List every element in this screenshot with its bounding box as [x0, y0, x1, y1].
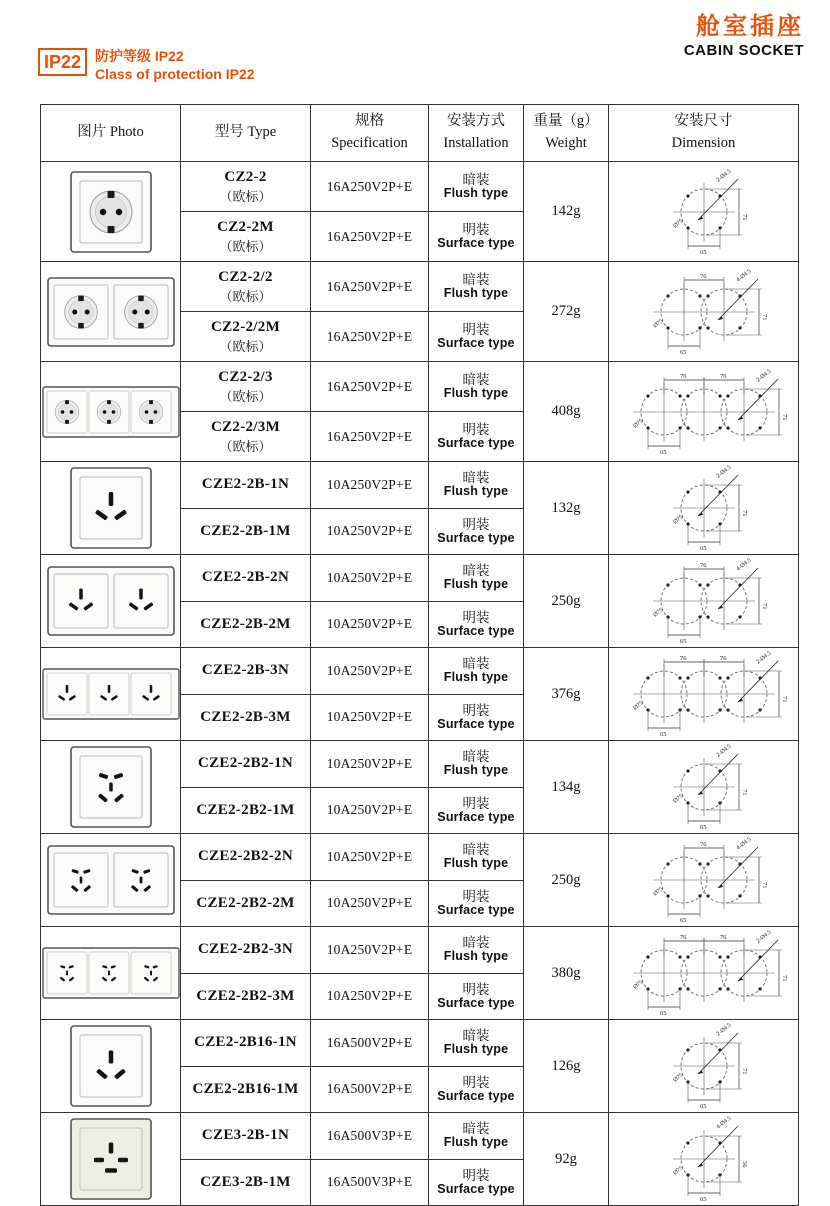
install-cell	[429, 262, 524, 312]
type-cell	[181, 601, 311, 648]
install-cn: 明装	[462, 888, 490, 904]
model-note: （欧标）	[219, 388, 272, 404]
install-en: Surface type	[437, 716, 515, 731]
model-number: CZE2-2B-3N	[201, 662, 290, 679]
weight-cell: 132g	[524, 462, 609, 555]
install-cn: 明装	[462, 321, 490, 337]
install-cell	[429, 741, 524, 788]
spec-cell: 10A250V2P+E	[311, 648, 429, 695]
protection-class-en: Class of protection IP22	[95, 65, 255, 82]
install-en: Flush type	[443, 186, 509, 201]
spec-cell: 16A500V2P+E	[311, 1020, 429, 1067]
install-cn: 暗装	[462, 842, 490, 858]
table-row	[41, 741, 799, 788]
svg-text:65: 65	[699, 545, 706, 552]
svg-text:65: 65	[679, 348, 686, 356]
model-number: CZ2-2/2M	[210, 318, 281, 335]
page-title-en: CABIN SOCKET	[683, 42, 804, 59]
weight-cell: 408g	[524, 362, 609, 462]
socket-photo	[43, 834, 178, 926]
svg-text:71: 71	[760, 603, 768, 610]
svg-text:4-Ø4.5: 4-Ø4.5	[735, 267, 753, 284]
spec-cell: 16A250V2P+E	[311, 412, 429, 462]
svg-text:65: 65	[699, 1103, 706, 1110]
svg-text:4-Ø4.5: 4-Ø4.5	[735, 836, 753, 852]
product-photo	[41, 834, 181, 927]
col-header-weight: 重量（g） Weight	[524, 105, 609, 162]
weight-cell: 92g	[524, 1113, 609, 1206]
model-number: CZE2-2B-2M	[200, 615, 291, 632]
svg-text:76: 76	[699, 841, 706, 848]
install-cell	[429, 1020, 524, 1067]
model-number: CZ2-2/2	[218, 268, 273, 285]
dimension-drawing	[609, 927, 799, 1020]
install-en: Flush type	[443, 386, 509, 401]
type-cell	[181, 462, 311, 509]
install-en: Flush type	[443, 670, 509, 685]
weight-cell: 250g	[524, 555, 609, 648]
table-row	[41, 362, 799, 412]
weight-cell: 380g	[524, 927, 609, 1020]
type-cell	[181, 162, 311, 212]
install-cn: 明装	[462, 221, 490, 237]
spec-cell: 16A500V3P+E	[311, 1159, 429, 1206]
type-cell	[181, 741, 311, 788]
install-cell	[429, 508, 524, 555]
spec-cell: 10A250V2P+E	[311, 694, 429, 741]
socket-photo	[43, 555, 178, 647]
product-photo	[41, 1020, 181, 1113]
model-number: CZE2-2B-1M	[200, 522, 291, 539]
install-en: Surface type	[437, 530, 515, 545]
type-cell	[181, 973, 311, 1020]
spec-cell: 16A250V2P+E	[311, 262, 429, 312]
dimension-drawing	[609, 1113, 799, 1206]
install-en: Flush type	[443, 484, 509, 499]
weight-cell: 142g	[524, 162, 609, 262]
spec-cell: 10A250V2P+E	[311, 973, 429, 1020]
weight-cell: 126g	[524, 1020, 609, 1113]
dimension-drawing	[609, 262, 799, 362]
install-cell	[429, 648, 524, 695]
install-cell	[429, 787, 524, 834]
install-cn: 暗装	[462, 1121, 490, 1137]
type-cell	[181, 694, 311, 741]
svg-text:65: 65	[699, 1196, 706, 1203]
weight-cell: 376g	[524, 648, 609, 741]
install-cell	[429, 1113, 524, 1160]
svg-text:71: 71	[760, 882, 768, 889]
page-title-cn: 舱室插座	[696, 13, 804, 40]
weight-cell: 134g	[524, 741, 609, 834]
svg-text:76: 76	[699, 272, 706, 280]
dimension-sketch	[611, 555, 796, 647]
install-en: Surface type	[437, 809, 515, 824]
install-en: Surface type	[437, 902, 515, 917]
table-row	[41, 1020, 799, 1067]
dimension-sketch	[611, 262, 796, 361]
spec-cell: 16A250V2P+E	[311, 212, 429, 262]
svg-text:71: 71	[740, 213, 748, 220]
weight-cell: 250g	[524, 834, 609, 927]
svg-text:2-Ø4.5: 2-Ø4.5	[715, 743, 733, 759]
svg-text:71: 71	[780, 975, 788, 982]
product-photo	[41, 741, 181, 834]
install-en: Flush type	[443, 1042, 509, 1057]
install-cn: 暗装	[462, 470, 490, 486]
svg-text:65: 65	[699, 824, 706, 831]
product-table	[40, 104, 799, 1206]
svg-text:76: 76	[679, 934, 686, 941]
model-number: CZE2-2B2-3M	[196, 987, 295, 1004]
type-cell	[181, 1020, 311, 1067]
product-photo	[41, 262, 181, 362]
socket-photo	[43, 741, 178, 833]
table-row	[41, 834, 799, 881]
svg-text:2-Ø4.5: 2-Ø4.5	[755, 650, 773, 666]
install-cn: 暗装	[462, 1028, 490, 1044]
product-photo	[41, 362, 181, 462]
svg-text:71: 71	[740, 789, 748, 796]
socket-photo	[43, 262, 178, 361]
install-en: Surface type	[437, 995, 515, 1010]
install-cn: 暗装	[462, 656, 490, 672]
model-number: CZE2-2B2-3N	[198, 941, 293, 958]
install-cn: 明装	[462, 1167, 490, 1183]
table-row	[41, 555, 799, 602]
model-number: CZE2-2B16-1M	[192, 1080, 299, 1097]
dimension-sketch	[611, 1020, 796, 1112]
type-cell	[181, 1159, 311, 1206]
install-cell	[429, 212, 524, 262]
install-cell	[429, 462, 524, 509]
product-photo	[41, 648, 181, 741]
svg-text:56: 56	[740, 1161, 748, 1168]
model-number: CZE2-2B-2N	[201, 569, 290, 586]
install-en: Flush type	[443, 286, 509, 301]
install-cn: 暗装	[462, 171, 490, 187]
svg-text:Ø75: Ø75	[652, 607, 664, 619]
table-row	[41, 462, 799, 509]
protection-class-cn: 防护等级 IP22	[95, 48, 184, 64]
spec-cell: 10A250V2P+E	[311, 555, 429, 602]
install-cn: 明装	[462, 421, 490, 437]
dimension-sketch	[611, 648, 796, 740]
install-cell	[429, 412, 524, 462]
table-row	[41, 262, 799, 312]
install-cell	[429, 312, 524, 362]
type-cell	[181, 262, 311, 312]
model-number: CZE3-2B-1M	[200, 1173, 291, 1190]
model-number: CZE3-2B-1N	[201, 1127, 290, 1144]
svg-text:Ø75: Ø75	[652, 886, 664, 898]
spec-cell: 10A250V2P+E	[311, 927, 429, 974]
svg-text:4-Ø4.5: 4-Ø4.5	[735, 557, 753, 573]
svg-text:4-Ø4.5: 4-Ø4.5	[715, 1115, 733, 1131]
type-cell	[181, 834, 311, 881]
page-title	[684, 6, 804, 59]
install-cn: 暗装	[462, 371, 490, 387]
product-photo	[41, 555, 181, 648]
model-number: CZE2-2B2-1M	[196, 801, 295, 818]
svg-text:76: 76	[719, 372, 726, 380]
type-cell	[181, 1066, 311, 1113]
svg-text:65: 65	[659, 1010, 666, 1017]
dimension-sketch	[611, 927, 796, 1019]
install-cell	[429, 601, 524, 648]
install-cn: 明装	[462, 795, 490, 811]
install-cn: 明装	[462, 702, 490, 718]
socket-photo	[43, 648, 178, 740]
install-cell	[429, 162, 524, 212]
model-note: （欧标）	[219, 338, 272, 354]
model-number: CZE2-2B16-1N	[194, 1034, 297, 1051]
install-cn: 明装	[462, 609, 490, 625]
svg-text:Ø75: Ø75	[632, 979, 644, 991]
col-header-spec: 规格 Specification	[311, 105, 429, 162]
dimension-drawing	[609, 741, 799, 834]
product-photo	[41, 927, 181, 1020]
spec-cell: 16A250V2P+E	[311, 362, 429, 412]
model-note: （欧标）	[219, 288, 272, 304]
install-en: Flush type	[443, 577, 509, 592]
type-cell	[181, 362, 311, 412]
dimension-drawing	[609, 555, 799, 648]
type-cell	[181, 508, 311, 555]
socket-photo	[43, 1020, 178, 1112]
install-cell	[429, 555, 524, 602]
socket-photo	[43, 462, 178, 554]
spec-cell: 10A250V2P+E	[311, 834, 429, 881]
col-header-photo: 图片 Photo	[41, 105, 181, 162]
install-cn: 明装	[462, 981, 490, 997]
type-cell	[181, 648, 311, 695]
install-cell	[429, 1066, 524, 1113]
dimension-sketch	[611, 741, 796, 833]
model-note: （欧标）	[219, 438, 272, 454]
dimension-drawing	[609, 162, 799, 262]
model-number: CZE2-2B2-2N	[198, 848, 293, 865]
install-en: Surface type	[437, 623, 515, 638]
dimension-sketch	[611, 834, 796, 926]
socket-photo	[43, 162, 178, 261]
install-cell	[429, 973, 524, 1020]
type-cell	[181, 1113, 311, 1160]
install-cell	[429, 880, 524, 927]
svg-text:76: 76	[679, 372, 686, 380]
spec-cell: 10A250V2P+E	[311, 508, 429, 555]
svg-text:2-Ø4.5: 2-Ø4.5	[755, 367, 773, 384]
svg-text:65: 65	[659, 448, 666, 456]
type-cell	[181, 927, 311, 974]
svg-text:76: 76	[719, 934, 726, 941]
svg-text:Ø75: Ø75	[672, 217, 684, 230]
col-header-type: 型号 Type	[181, 105, 311, 162]
dimension-drawing	[609, 362, 799, 462]
protection-class-block	[38, 48, 255, 83]
model-number: CZE2-2B-1N	[201, 476, 290, 493]
spec-cell: 10A250V2P+E	[311, 601, 429, 648]
install-en: Surface type	[437, 1181, 515, 1196]
svg-text:65: 65	[699, 248, 706, 256]
install-en: Surface type	[437, 436, 515, 451]
svg-text:Ø75: Ø75	[632, 700, 644, 712]
model-note: （欧标）	[219, 238, 272, 254]
product-photo	[41, 1113, 181, 1206]
socket-photo	[43, 1113, 178, 1205]
install-cell	[429, 834, 524, 881]
model-number: CZ2-2M	[217, 218, 274, 235]
svg-text:Ø75: Ø75	[652, 317, 664, 330]
svg-text:65: 65	[659, 731, 666, 738]
spec-cell: 16A250V2P+E	[311, 312, 429, 362]
spec-cell: 16A250V2P+E	[311, 162, 429, 212]
model-number: CZE2-2B2-2M	[196, 894, 295, 911]
col-header-dimension: 安装尺寸 Dimension	[609, 105, 799, 162]
socket-photo	[43, 362, 178, 461]
install-cell	[429, 362, 524, 412]
svg-text:71: 71	[740, 510, 748, 517]
type-cell	[181, 212, 311, 262]
product-photo	[41, 162, 181, 262]
type-cell	[181, 787, 311, 834]
dimension-sketch	[611, 362, 796, 461]
dimension-sketch	[611, 1113, 796, 1205]
svg-text:Ø75: Ø75	[672, 1072, 684, 1084]
svg-text:2-Ø4.5: 2-Ø4.5	[715, 464, 733, 480]
model-number: CZ2-2/3M	[210, 418, 281, 435]
svg-text:71: 71	[780, 696, 788, 703]
install-en: Flush type	[443, 949, 509, 964]
model-number: CZ2-2	[224, 168, 267, 185]
table-row	[41, 648, 799, 695]
install-en: Flush type	[443, 856, 509, 871]
install-en: Surface type	[437, 1088, 515, 1103]
svg-text:Ø75: Ø75	[632, 417, 644, 430]
svg-text:65: 65	[679, 917, 686, 924]
install-en: Surface type	[437, 236, 515, 251]
spec-cell: 10A250V2P+E	[311, 880, 429, 927]
model-note: （欧标）	[219, 188, 272, 204]
svg-text:2-Ø4.5: 2-Ø4.5	[755, 929, 773, 945]
model-number: CZE2-2B2-1N	[198, 755, 293, 772]
svg-text:Ø75: Ø75	[672, 1165, 684, 1177]
install-cn: 明装	[462, 1074, 490, 1090]
svg-text:71: 71	[760, 313, 768, 320]
install-en: Flush type	[443, 1135, 509, 1150]
install-cell	[429, 927, 524, 974]
weight-cell: 272g	[524, 262, 609, 362]
spec-cell: 16A500V3P+E	[311, 1113, 429, 1160]
spec-cell: 10A250V2P+E	[311, 462, 429, 509]
install-cell	[429, 1159, 524, 1206]
svg-text:71: 71	[740, 1068, 748, 1075]
dimension-sketch	[611, 462, 796, 554]
dimension-drawing	[609, 834, 799, 927]
spec-cell: 10A250V2P+E	[311, 787, 429, 834]
type-cell	[181, 555, 311, 602]
install-cn: 明装	[462, 516, 490, 532]
table-row	[41, 927, 799, 974]
type-cell	[181, 312, 311, 362]
model-number: CZE2-2B-3M	[200, 708, 291, 725]
dimension-drawing	[609, 648, 799, 741]
svg-text:76: 76	[719, 655, 726, 662]
install-cn: 暗装	[462, 271, 490, 287]
install-cn: 暗装	[462, 935, 490, 951]
model-number: CZ2-2/3	[218, 368, 273, 385]
svg-text:Ø75: Ø75	[672, 793, 684, 805]
product-photo	[41, 462, 181, 555]
svg-text:71: 71	[780, 413, 788, 420]
table-row	[41, 1113, 799, 1160]
svg-text:2-Ø4.5: 2-Ø4.5	[715, 167, 733, 184]
type-cell	[181, 412, 311, 462]
svg-text:Ø75: Ø75	[672, 514, 684, 526]
dimension-drawing	[609, 462, 799, 555]
table-row	[41, 162, 799, 212]
ip22-badge: IP22	[38, 48, 87, 76]
spec-cell: 16A500V2P+E	[311, 1066, 429, 1113]
svg-text:2-Ø4.5: 2-Ø4.5	[715, 1022, 733, 1038]
install-cn: 暗装	[462, 563, 490, 579]
svg-text:76: 76	[699, 562, 706, 569]
svg-text:65: 65	[679, 638, 686, 645]
dimension-drawing	[609, 1020, 799, 1113]
svg-text:76: 76	[679, 655, 686, 662]
type-cell	[181, 880, 311, 927]
install-en: Flush type	[443, 763, 509, 778]
socket-photo	[43, 927, 178, 1019]
col-header-installation: 安装方式 Installation	[429, 105, 524, 162]
spec-cell: 10A250V2P+E	[311, 741, 429, 788]
install-cell	[429, 694, 524, 741]
install-cn: 暗装	[462, 749, 490, 765]
protection-class-text	[95, 48, 254, 83]
table-header-row	[41, 105, 799, 162]
dimension-sketch	[611, 162, 796, 261]
install-en: Surface type	[437, 336, 515, 351]
